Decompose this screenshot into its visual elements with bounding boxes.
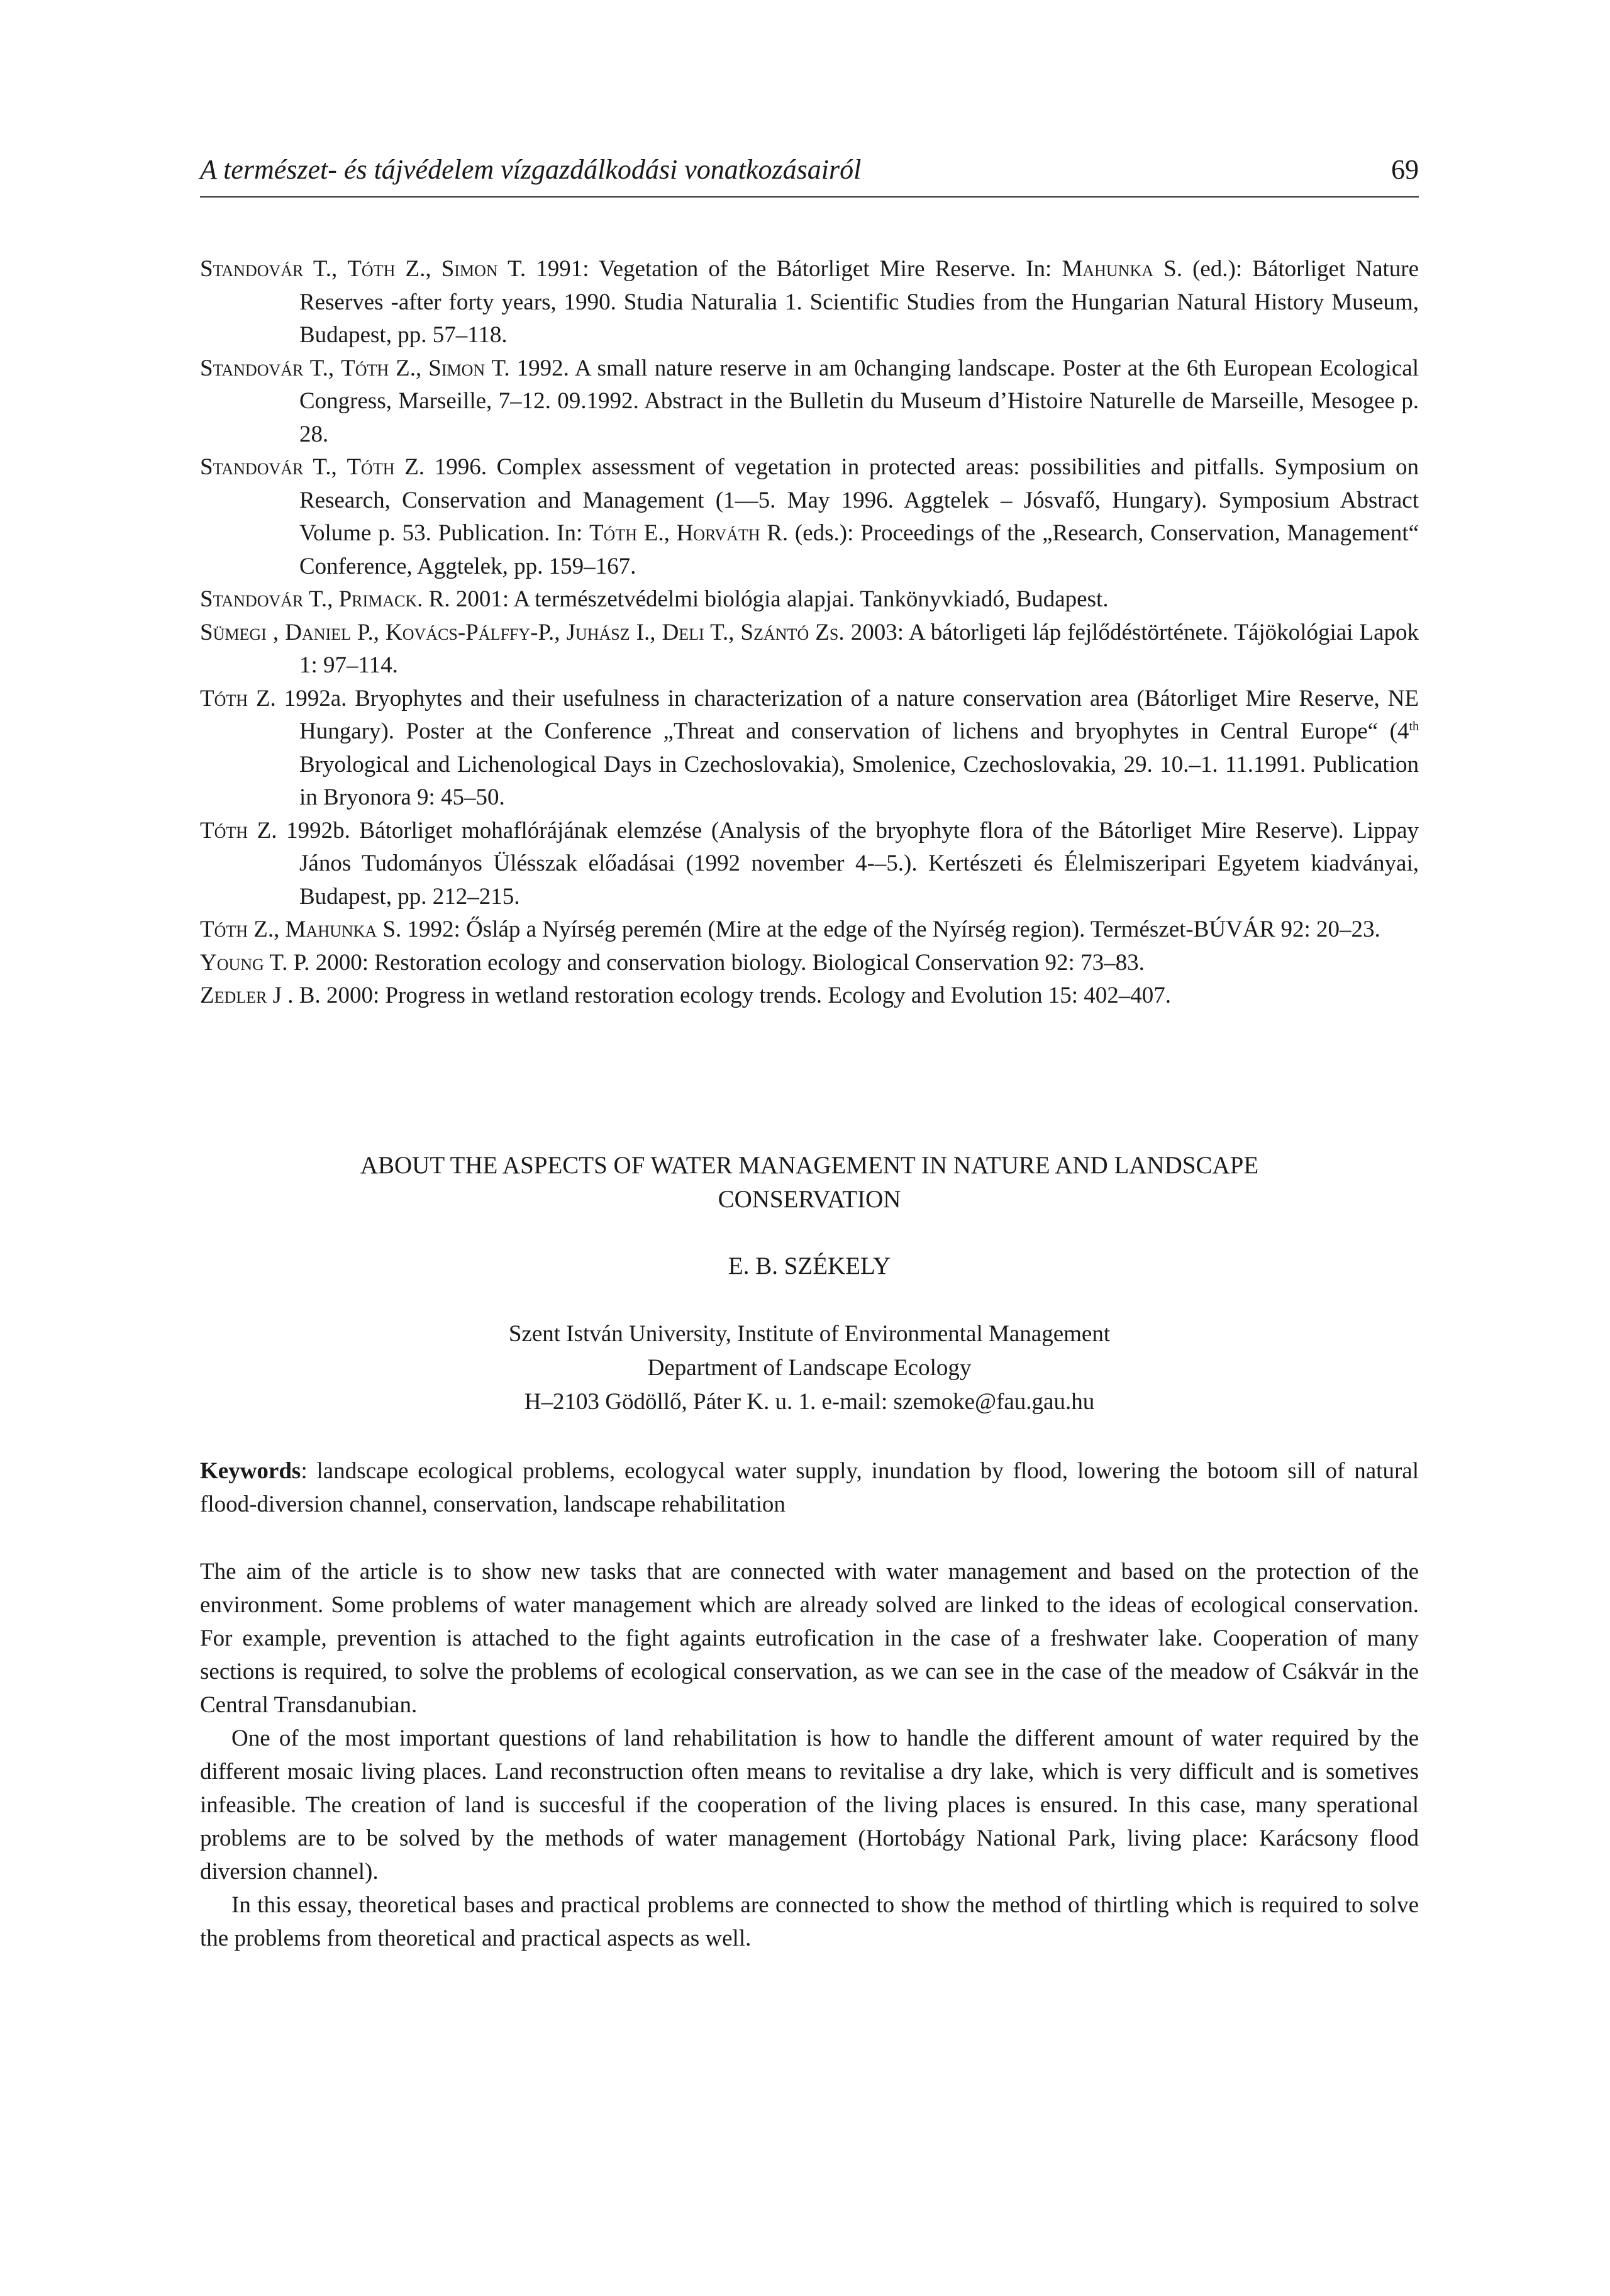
reference-text: T., (303, 454, 347, 480)
reference-entry (200, 815, 1419, 914)
body-paragraph: One of the most important questions of land rehabilitation is how to handle the different amount of water required by the different mosaic living places. Land reconstruction often means to revitalise a dry lake, which is very difficult and is sometives infeasible. The creation of land is succesful if the cooperation of the living places is ensured. In this case, many sperational problems are to be solved by the methods of water management (Hortobágy National Park, living place: Karácsony flood diversion channel). (200, 1725, 1419, 1885)
affiliation-line: H–2103 Gödöllő, Páter K. u. 1. e-mail: szemoke@fau.gau.hu (524, 1389, 1095, 1415)
author-name: Zedler (200, 983, 267, 1008)
reference-entry (200, 583, 1419, 616)
reference-text: 2000: Progress in wetland restoration ecology trends. Ecology and Evolution 15: 402–407. (326, 983, 1172, 1008)
reference-text: Z., (248, 917, 286, 942)
reference-text: 1991: Vegetation of the Bátorliget Mire Reserve. In: (536, 256, 1062, 282)
article-title (200, 1149, 1419, 1217)
reference-text: 2001: A természetvédelmi biológia alapjai. Tankönyvkiadó, Budapest. (455, 586, 1109, 612)
author-name: Standovár (200, 586, 304, 612)
reference-text: P., (350, 619, 386, 645)
author-name: Standovár (200, 355, 304, 381)
reference-text: R. (eds.): Proceedings of the „Research, Conservation, Management“ Conference, Aggtelek, pp. 159–167. (299, 520, 1419, 579)
reference-text: 2000: Restoration ecology and conservation biology. Biological Conservation 92: 73–83. (315, 949, 1145, 976)
body-paragraph: The aim of the article is to show new tasks that are connected with water management and based on the protection of the environment. Some problems of water management which are already solved are linked to the ideas of ecological conservation. For example, prevention is attached to the fight againts eutrofication in the case of a freshwater lake. Cooperation of many sections is required, to solve the problems of ecological conservation, as we can see in the case of the meadow of Csákvár in the Central Transdanubian. (200, 1559, 1419, 1718)
reference-text (809, 620, 815, 645)
reference-text: 1992a. Bryophytes and their usefulness in characterization of a nature conservation area (Bátorliget Mire Reserve, NE Hungary). Poster at the Conference „Threat and conservation of lichens and bryophytes in Central Europe“ (4 (284, 685, 1419, 744)
author-name: Tóth (200, 917, 248, 942)
reference-entry (200, 947, 1419, 980)
running-header (200, 151, 1419, 198)
author-name: Tóth (347, 454, 395, 480)
author-name: Tóth (341, 355, 389, 381)
article-body (200, 1555, 1419, 1955)
reference-text: 1992b. Bátorliget mohaflórájának elemzése (Analysis of the bryophyte flora of the Bátorliget Mire Reserve). Lippay János Tudományos Ülésszak előadásai (1992 november 4-–5.). Kertészeti és Élelmiszeripari Egyetem kiadványai, Budapest, pp. 212–215. (286, 817, 1419, 910)
article-title-line: ABOUT THE ASPECTS OF WATER MANAGEMENT IN NATURE AND LANDSCAPE (360, 1152, 1259, 1179)
author-name: Standovár (200, 256, 304, 282)
reference-text: S. (377, 917, 408, 942)
author-name: Primack (338, 586, 418, 612)
author-name: Horváth (676, 520, 760, 546)
reference-text: J . B. (267, 983, 326, 1008)
reference-text: Z. (248, 685, 284, 711)
author-name: Tóth (589, 520, 637, 546)
author-name: Deli (662, 619, 704, 645)
reference-text: T., (303, 256, 348, 282)
affiliation-line: Szent István University, Institute of Environmental Management (508, 1321, 1111, 1347)
reference-text: Z., (389, 355, 429, 381)
reference-text: -P., (530, 619, 567, 645)
author-name: Daniel (285, 619, 351, 645)
reference-text: I., (630, 619, 662, 645)
reference-text: Z. (394, 454, 435, 480)
reference-text: 1992: Ősláp a Nyírség peremén (Mire at the edge of the Nyírség region). Természet-BÚVÁR 92: 20–23. (407, 917, 1380, 942)
superscript: th (1409, 719, 1419, 733)
author-name: Young (200, 949, 264, 976)
author-name: Simon (428, 355, 486, 381)
author-name: Sümegi (200, 619, 267, 645)
reference-text: . (838, 619, 851, 645)
reference-text: Z. (248, 817, 287, 844)
author-affiliation (200, 1317, 1419, 1419)
author-name: Tóth (347, 256, 396, 282)
reference-list (200, 253, 1419, 1013)
affiliation-line: Department of Landscape Ecology (647, 1355, 972, 1381)
author-name: Mahunka (1062, 256, 1154, 282)
reference-text: 1996. Complex assessment of vegetation in protected areas: possibilities and pitfalls. Symposium on Research, Conservation and Management (1––5. May 1996. Aggtelek – Jósvafő, Hungary). Symposium Abstract Volume p. 53. Publication. In: (299, 454, 1419, 546)
reference-text: Bryological and Lichenological Days in Czechoslovakia), Smolenice, Czechoslovakia, 29. 10.–1. 11.1991. Publication in Bryonora 9: 45–50. (299, 751, 1419, 810)
reference-text: T. (485, 355, 517, 381)
author-name: Juhász (566, 619, 630, 645)
article-title-line: CONSERVATION (718, 1186, 901, 1213)
reference-text: T., (303, 586, 339, 612)
reference-entry (200, 979, 1419, 1013)
reference-text: T., (704, 619, 741, 645)
author-name: Tóth (200, 685, 248, 711)
reference-text: Z., (395, 256, 441, 282)
author-name: Zs (815, 619, 839, 645)
reference-entry (200, 913, 1419, 947)
reference-entry (200, 253, 1419, 352)
author-name: Standovár (200, 454, 304, 480)
author-name: Simon (441, 256, 498, 282)
reference-entry (200, 451, 1419, 583)
author-name: Szántó (740, 619, 809, 645)
reference-entry (200, 616, 1419, 683)
page-number: 69 (1391, 154, 1419, 185)
reference-text: 2003: A bátorligeti láp fejlődéstörténete. Tájökológiai Lapok 1: 97–114. (299, 619, 1419, 678)
author-name: Mahunka (285, 917, 377, 942)
reference-text: 1992. A small nature reserve in am 0changing landscape. Poster at the 6th European Ecological Congress, Marseille, 7–12. 09.1992. Abstract in the Bulletin du Museum d’Histoire Naturelle de Marseille, Mesogee p. 28. (299, 355, 1419, 447)
keywords-text: : landscape ecological problems, ecologycal water supply, inundation by flood, lowering the botoom sill of natural flood-diversion channel, conservation, landscape rehabilitation (200, 1458, 1419, 1517)
article-author: E. B. SZÉKELY (728, 1252, 891, 1279)
reference-text: , (266, 619, 286, 645)
reference-text: T., (303, 355, 341, 381)
running-title: A természet- és tájvédelem vízgazdálkodási vonatkozásairól (200, 154, 862, 185)
reference-entry (200, 683, 1419, 815)
author-name: Kovács-Pálffy (386, 619, 531, 645)
reference-text: T. P. (264, 949, 316, 976)
keywords (200, 1454, 1419, 1521)
body-paragraph: In this essay, theoretical bases and practical problems are connected to show the method of thirtling which is required to solve the problems from theoretical and practical aspects as well. (200, 1892, 1419, 1951)
reference-entry (200, 352, 1419, 452)
author-name: Tóth (200, 817, 248, 844)
reference-text: S. (ed.): Bátorliget Nature Reserves -after forty years, 1990. Studia Naturalia 1. Scientific Studies from the Hungarian Natural History Museum, Budapest, pp. 57–118. (299, 256, 1419, 348)
reference-text: T. (497, 256, 536, 282)
reference-text: E., (637, 520, 677, 546)
reference-text: . R. (417, 586, 456, 612)
keywords-label: Keywords (200, 1458, 301, 1484)
